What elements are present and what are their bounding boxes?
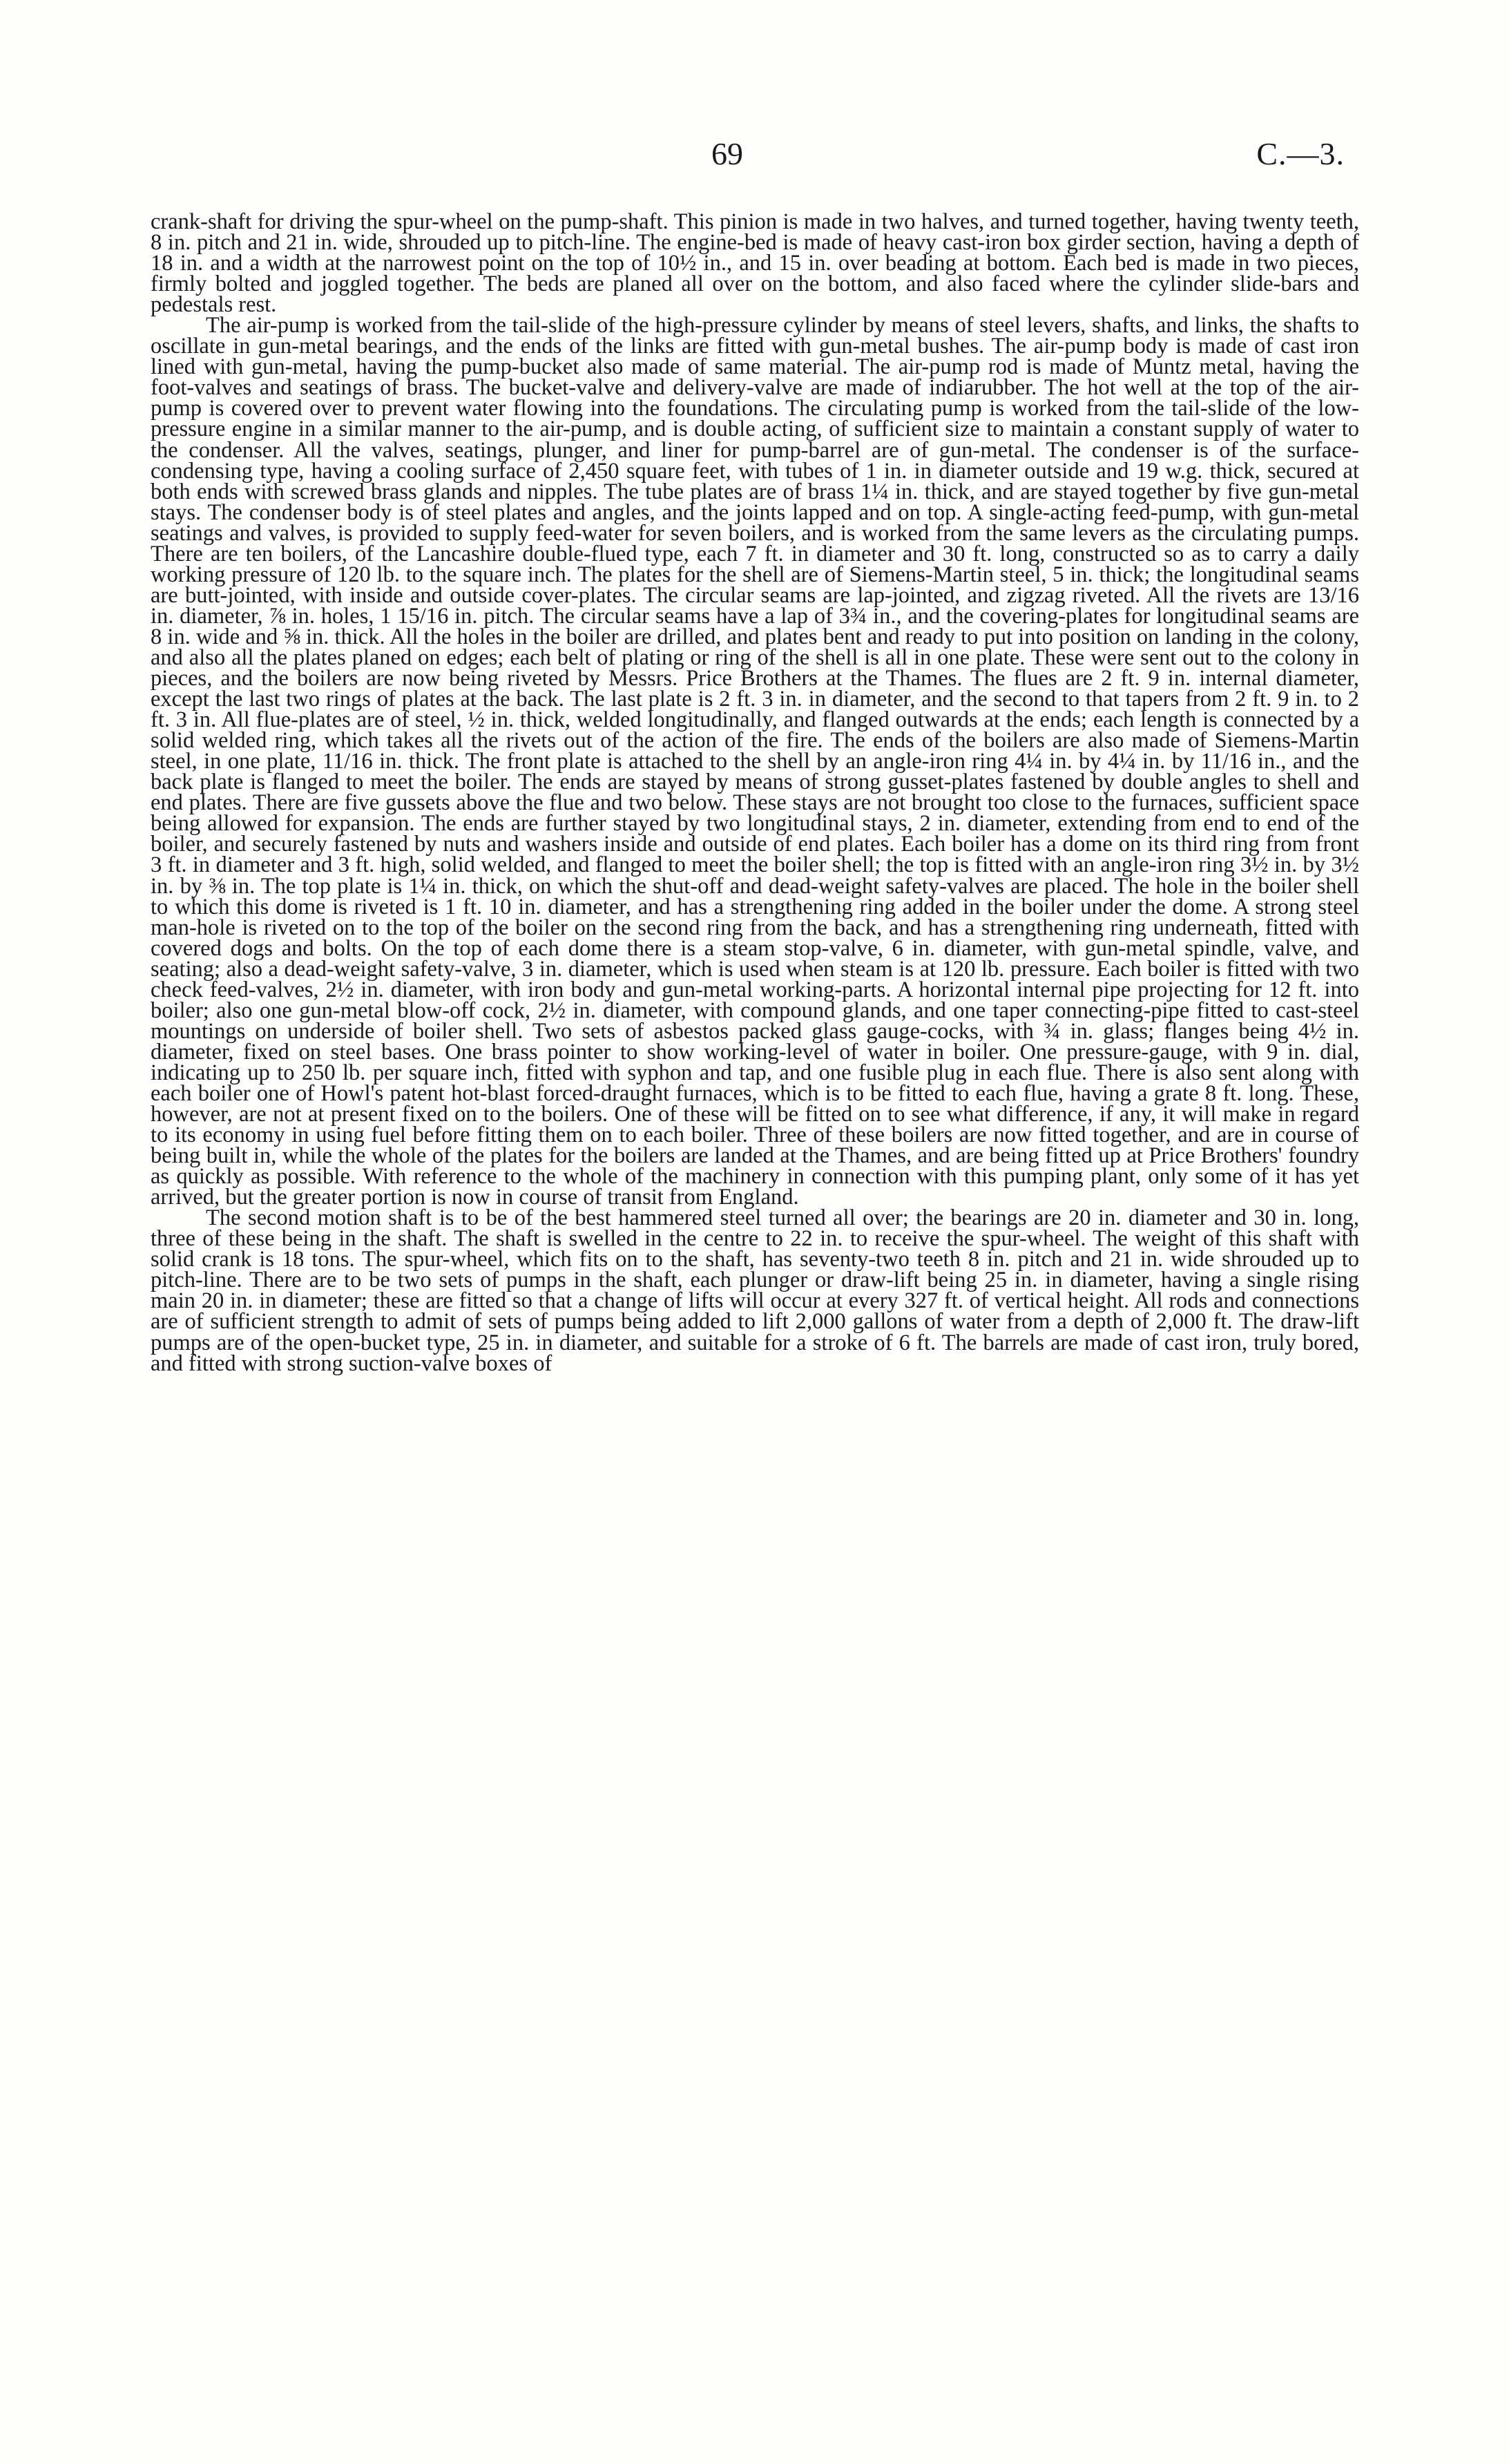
body-text bbox=[151, 211, 1359, 1374]
paragraph-air-pump-and-boilers: The air-pump is worked from the tail-slide of the high-pressure cylinder by means of steel levers, shafts, and links, the shafts to oscillate in gun-metal bearings, and the ends of the links are fitted with gun-metal bushes. The air-pump body is made of cast iron lined with gun-metal, having the pump-bucket also made of same material. The air-pump rod is made of Muntz metal, having the foot-valves and seatings of brass. The bucket-valve and delivery-valve are made of indiarubber. The hot well at the top of the air-pump is covered over to prevent water flowing into the foundations. The circulating pump is worked from the tail-slide of the low-pressure engine in a similar manner to the air-pump, and is double acting, of sufficient size to maintain a constant supply of water to the condenser. All the valves, seatings, plunger, and liner for pump-barrel are of gun-metal. The condenser is of the surface-condensing type, having a cooling surface of 2,450 square feet, with tubes of 1 in. in diameter outside and 19 w.g. thick, secured at both ends with screwed brass glands and nipples. The tube plates are of brass 1¼ in. thick, and are stayed together by five gun-metal stays. The condenser body is of steel plates and angles, and the joints lapped and on top. A single-acting feed-pump, with gun-metal seatings and valves, is provided to supply feed-water for seven boilers, and is worked from the same levers as the circulating pumps. There are ten boilers, of the Lancashire double-flued type, each 7 ft. in diameter and 30 ft. long, constructed so as to carry a daily working pressure of 120 lb. to the square inch. The plates for the shell are of Siemens-Martin steel, 5 in. thick; the longitudinal seams are butt-jointed, with inside and outside cover-plates. The circular seams are lap-jointed, and zigzag riveted. All the rivets are 13/16 in. diameter, ⅞ in. holes, 1 15/16 in. pitch. The circular seams have a lap of 3¾ in., and the covering-plates for longitudinal seams are 8 in. wide and ⅝ in. thick. All the holes in the boiler are drilled, and plates bent and ready to put into position on landing in the colony, and also all the plates planed on edges; each belt of plating or ring of the shell is all in one plate. These were sent out to the colony in pieces, and the boilers are now being riveted by Messrs. Price Brothers at the Thames. The flues are 2 ft. 9 in. internal diameter, except the last two rings of plates at the back. The last plate is 2 ft. 3 in. in diameter, and the second to that tapers from 2 ft. 9 in. to 2 ft. 3 in. All flue-plates are of steel, ½ in. thick, welded longitudinally, and flanged outwards at the ends; each length is connected by a solid welded ring, which takes all the rivets out of the action of the fire. The ends of the boilers are also made of Siemens-Martin steel, in one plate, 11/16 in. thick. The front plate is attached to the shell by an angle-iron ring 4¼ in. by 4¼ in. by 11/16 in., and the back plate is flanged to meet the boiler. The ends are stayed by means of strong gusset-plates fastened by double angles to shell and end plates. There are five gussets above the flue and two below. These stays are not brought too close to the furnaces, sufficient space being allowed for expansion. The ends are further stayed by two longitudinal stays, 2 in. diameter, extending from end to end of the boiler, and securely fastened by nuts and washers inside and outside of end plates. Each boiler has a dome on its third ring from front 3 ft. in diameter and 3 ft. high, solid welded, and flanged to meet the boiler shell; the top is fitted with an angle-iron ring 3½ in. by 3½ in. by ⅜ in. The top plate is 1¼ in. thick, on which the shut-off and dead-weight safety-valves are placed. The hole in the boiler shell to which this dome is riveted is 1 ft. 10 in. diameter, and has a strengthening ring added in the boiler under the dome. A strong steel man-hole is riveted on to the top of the boiler on the second ring from the back, and has a strengthening ring underneath, fitted with covered dogs and bolts. On the top of each dome there is a steam stop-valve, 6 in. diameter, with gun-metal spindle, valve, and seating; also a dead-weight safety-valve, 3 in. diameter, which is used when steam is at 120 lb. pressure. Each boiler is fitted with two check feed-valves, 2½ in. diameter, with iron body and gun-metal working-parts. A horizontal internal pipe projecting for 12 ft. into boiler; also one gun-metal blow-off cock, 2½ in. diameter, with compound glands, and one taper connecting-pipe fitted to cast-steel mountings on underside of boiler shell. Two sets of asbestos packed glass gauge-cocks, with ¾ in. glass; flanges being 4½ in. diameter, fixed on steel bases. One brass pointer to show working-level of water in boiler. One pressure-gauge, with 9 in. dial, indicating up to 250 lb. per square inch, fitted with syphon and tap, and one fusible plug in each flue. There is also sent along with each boiler one of Howl's patent hot-blast forced-draught furnaces, which is to be fitted to each flue, having a grate 8 ft. long. These, however, are not at present fixed on to the boilers. One of these will be fitted on to see what difference, if any, it will make in regard to its economy in using fuel before fitting them on to each boiler. Three of these boilers are now fitted together, and are in course of being built in, while the whole of the plates for the boilers are landed at the Thames, and are being fitted up at Price Brothers' foundry as quickly as possible. With reference to the whole of the machinery in connection with this pumping plant, only some of it has yet arrived, but the greater portion is now in course of transit from England. bbox=[151, 313, 1359, 1210]
page-header bbox=[0, 135, 1509, 177]
document-reference: C.—3. bbox=[1256, 136, 1345, 171]
paragraph-second-motion-shaft: The second motion shaft is to be of the best hammered steel turned all over; the bearings are 20 in. diameter and 30 in. long, three of these being in the shaft. The shaft is swelled in the centre to 22 in. to receive the spur-wheel. The weight of this shaft with solid crank is 18 tons. The spur-wheel, which fits on to the shaft, has seventy-two teeth 8 in. pitch and 21 in. wide shrouded up to pitch-line. There are to be two sets of pumps in the shaft, each plunger or draw-lift being 25 in. in diameter, having a single rising main 20 in. in diameter; these are fitted so that a change of lifts will occur at every 327 ft. of vertical height. All rods and connections are of sufficient strength to admit of sets of pumps being added to lift 2,000 gallons of water from a depth of 2,000 ft. The draw-lift pumps are of the open-bucket type, 25 in. in diameter, and suitable for a stroke of 6 ft. The barrels are made of cast iron, truly bored, and fitted with strong suction-valve boxes of bbox=[151, 1205, 1359, 1376]
page-number: 69 bbox=[711, 136, 743, 171]
paragraph-continuation: crank-shaft for driving the spur-wheel on the pump-shaft. This pinion is made in two halves, and turned together, having twenty teeth, 8 in. pitch and 21 in. wide, shrouded up to pitch-line. The engine-bed is made of heavy cast-iron box girder section, having a depth of 18 in. and a width at the narrowest point on the top of 10½ in., and 15 in. over beading at bottom. Each bed is made in two pieces, firmly bolted and joggled together. The beds are planed all over on the bottom, and also faced where the cylinder slide-bars and pedestals rest. bbox=[151, 209, 1359, 318]
